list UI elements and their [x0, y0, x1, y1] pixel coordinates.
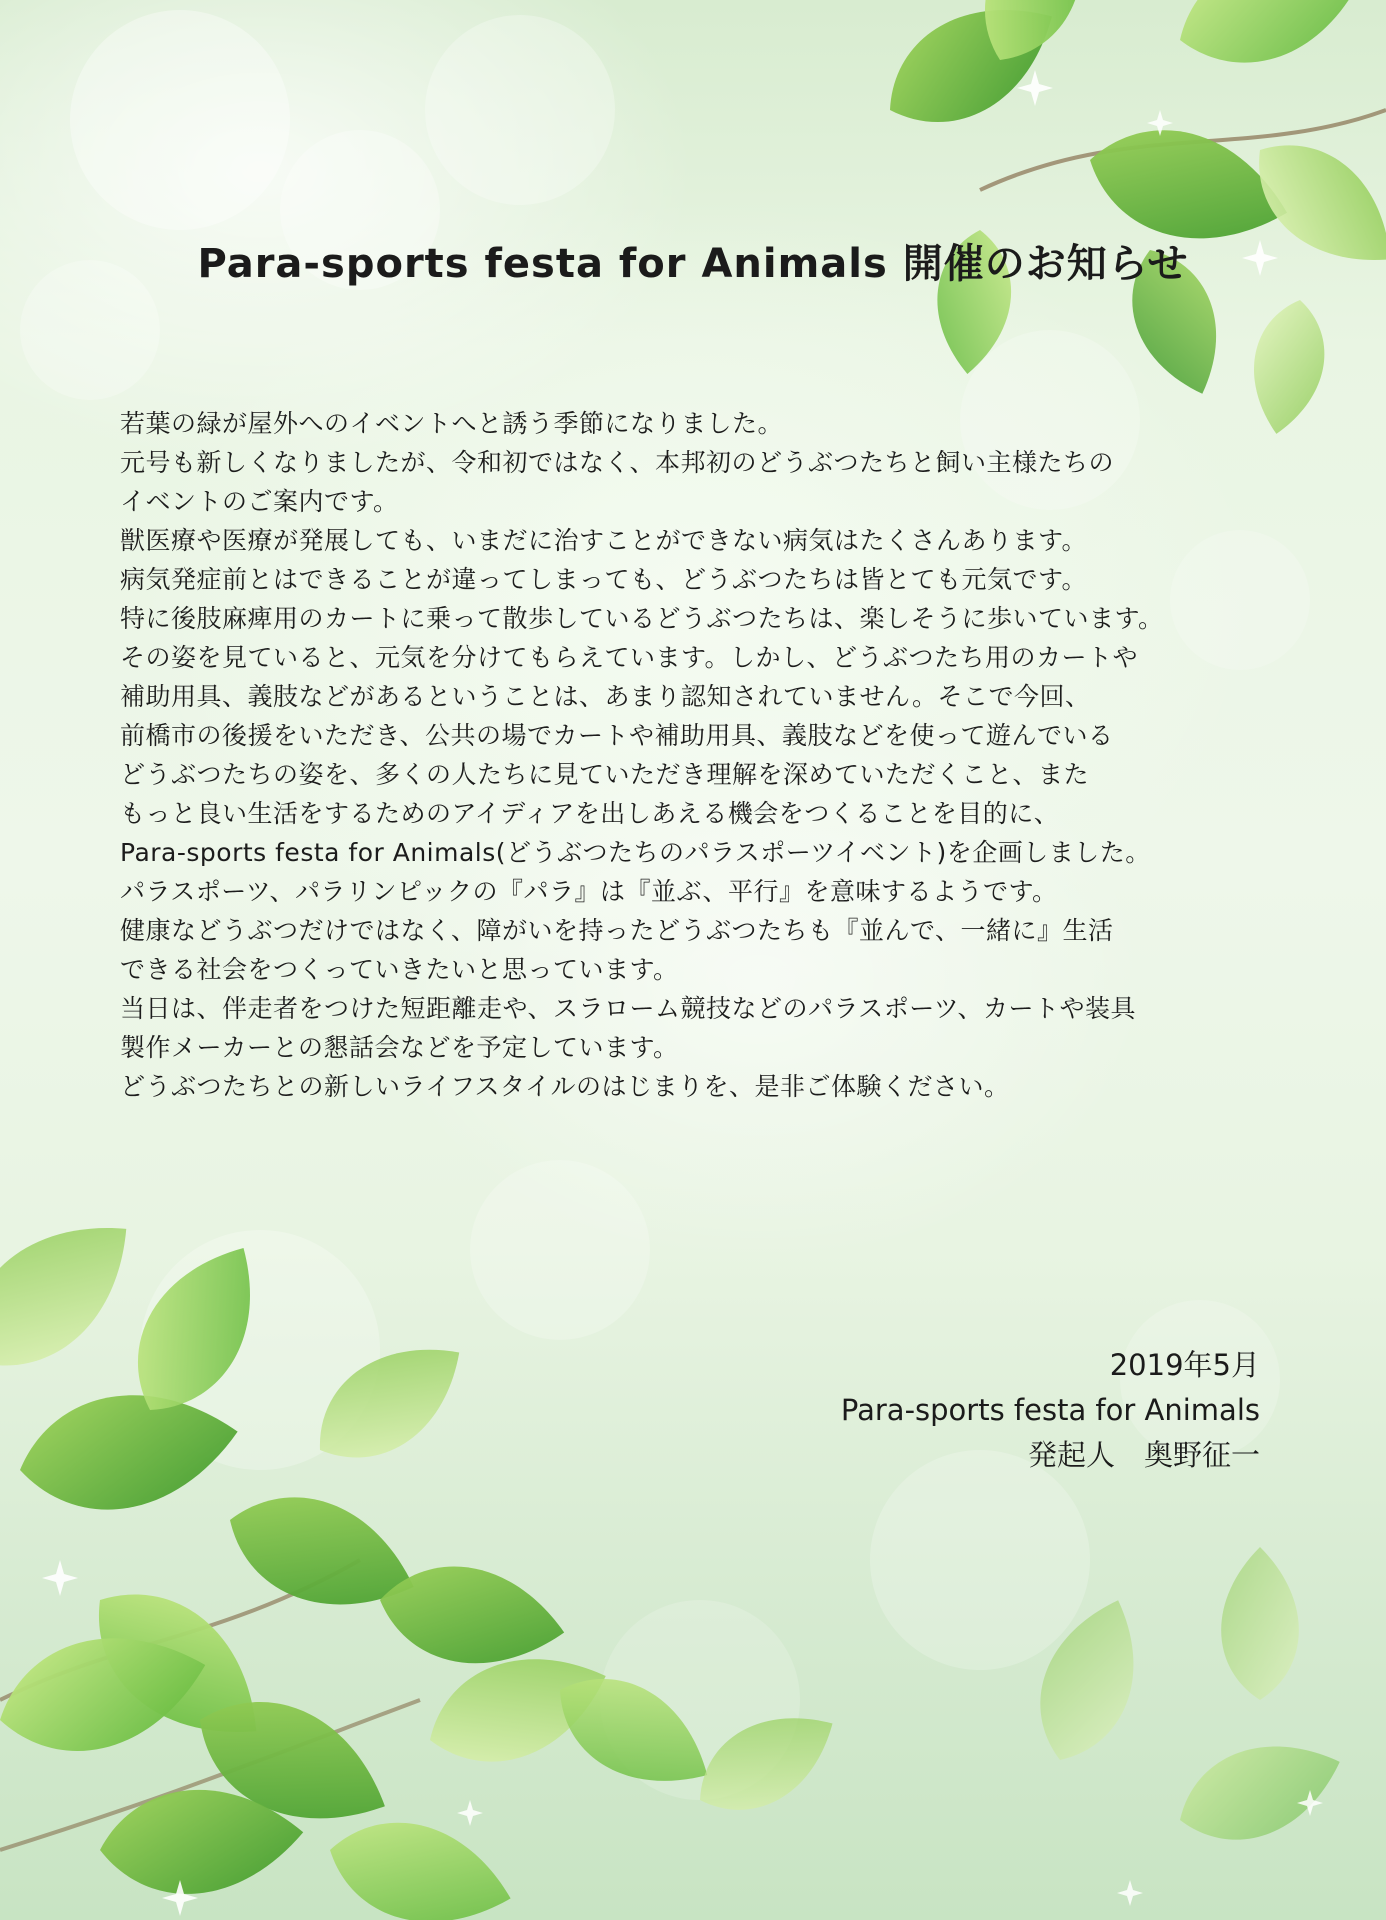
bottom-left-leaves	[0, 1189, 852, 1920]
body-line: Para-sports festa for Animals(どうぶつたちのパラスポーツイベント)を企画しました。	[120, 838, 1151, 867]
body-line: できる社会をつくっていきたいと思っています。	[120, 955, 679, 984]
body-line: 獣医療や医療が発展しても、いまだに治すことができない病気はたくさんあります。	[120, 526, 1088, 555]
signature-block	[841, 1343, 1260, 1478]
signature-date: 2019年5月	[1109, 1348, 1260, 1382]
announcement-body	[120, 404, 1300, 1106]
page-title: Para-sports festa for Animals 開催のお知らせ	[197, 241, 1189, 287]
signature-organization: Para-sports festa for Animals	[840, 1393, 1260, 1427]
bottom-right-leaves	[1019, 1547, 1354, 1861]
signature-initiator: 発起人 奥野征一	[1027, 1438, 1260, 1472]
body-line: 前橋市の後援をいただき、公共の場でカートや補助用具、義肢などを使って遊んでいる	[120, 721, 1114, 750]
body-line: 特に後肢麻痺用のカートに乗って散歩しているどうぶつたちは、楽しそうに歩いています。	[120, 604, 1164, 633]
body-line: 製作メーカーとの懇話会などを予定しています。	[120, 1033, 679, 1062]
body-line: その姿を見ていると、元気を分けてもらえています。しかし、どうぶつたち用のカートや	[120, 643, 1139, 672]
body-line: 補助用具、義肢などがあるということは、あまり認知されていません。そこで今回、	[120, 682, 1091, 711]
body-line: パラスポーツ、パラリンピックの『パラ』は『並ぶ、平行』を意味するようです。	[120, 877, 1058, 906]
body-line: 病気発症前とはできることが違ってしまっても、どうぶつたちは皆とても元気です。	[120, 565, 1088, 594]
body-line: 若葉の緑が屋外へのイベントへと誘う季節になりました。	[120, 409, 784, 438]
body-line: イベントのご案内です。	[120, 487, 399, 516]
body-line: どうぶつたちの姿を、多くの人たちに見ていただき理解を深めていただくこと、また	[120, 760, 1090, 789]
body-line: どうぶつたちとの新しいライフスタイルのはじまりを、是非ご体験ください。	[120, 1072, 1010, 1101]
top-right-leaves	[798, 0, 1386, 440]
body-line: 当日は、伴走者をつけた短距離走や、スラローム競技などのパラスポーツ、カートや装具	[120, 994, 1137, 1023]
body-line: 健康などうぶつだけではなく、障がいを持ったどうぶつたちも『並んで、一緒に』生活	[120, 916, 1114, 945]
body-line: もっと良い生活をするためのアイディアを出しあえる機会をつくることを目的に、	[120, 799, 1060, 828]
body-line: 元号も新しくなりましたが、令和初ではなく、本邦初のどうぶつたちと飼い主様たちの	[120, 448, 1115, 477]
